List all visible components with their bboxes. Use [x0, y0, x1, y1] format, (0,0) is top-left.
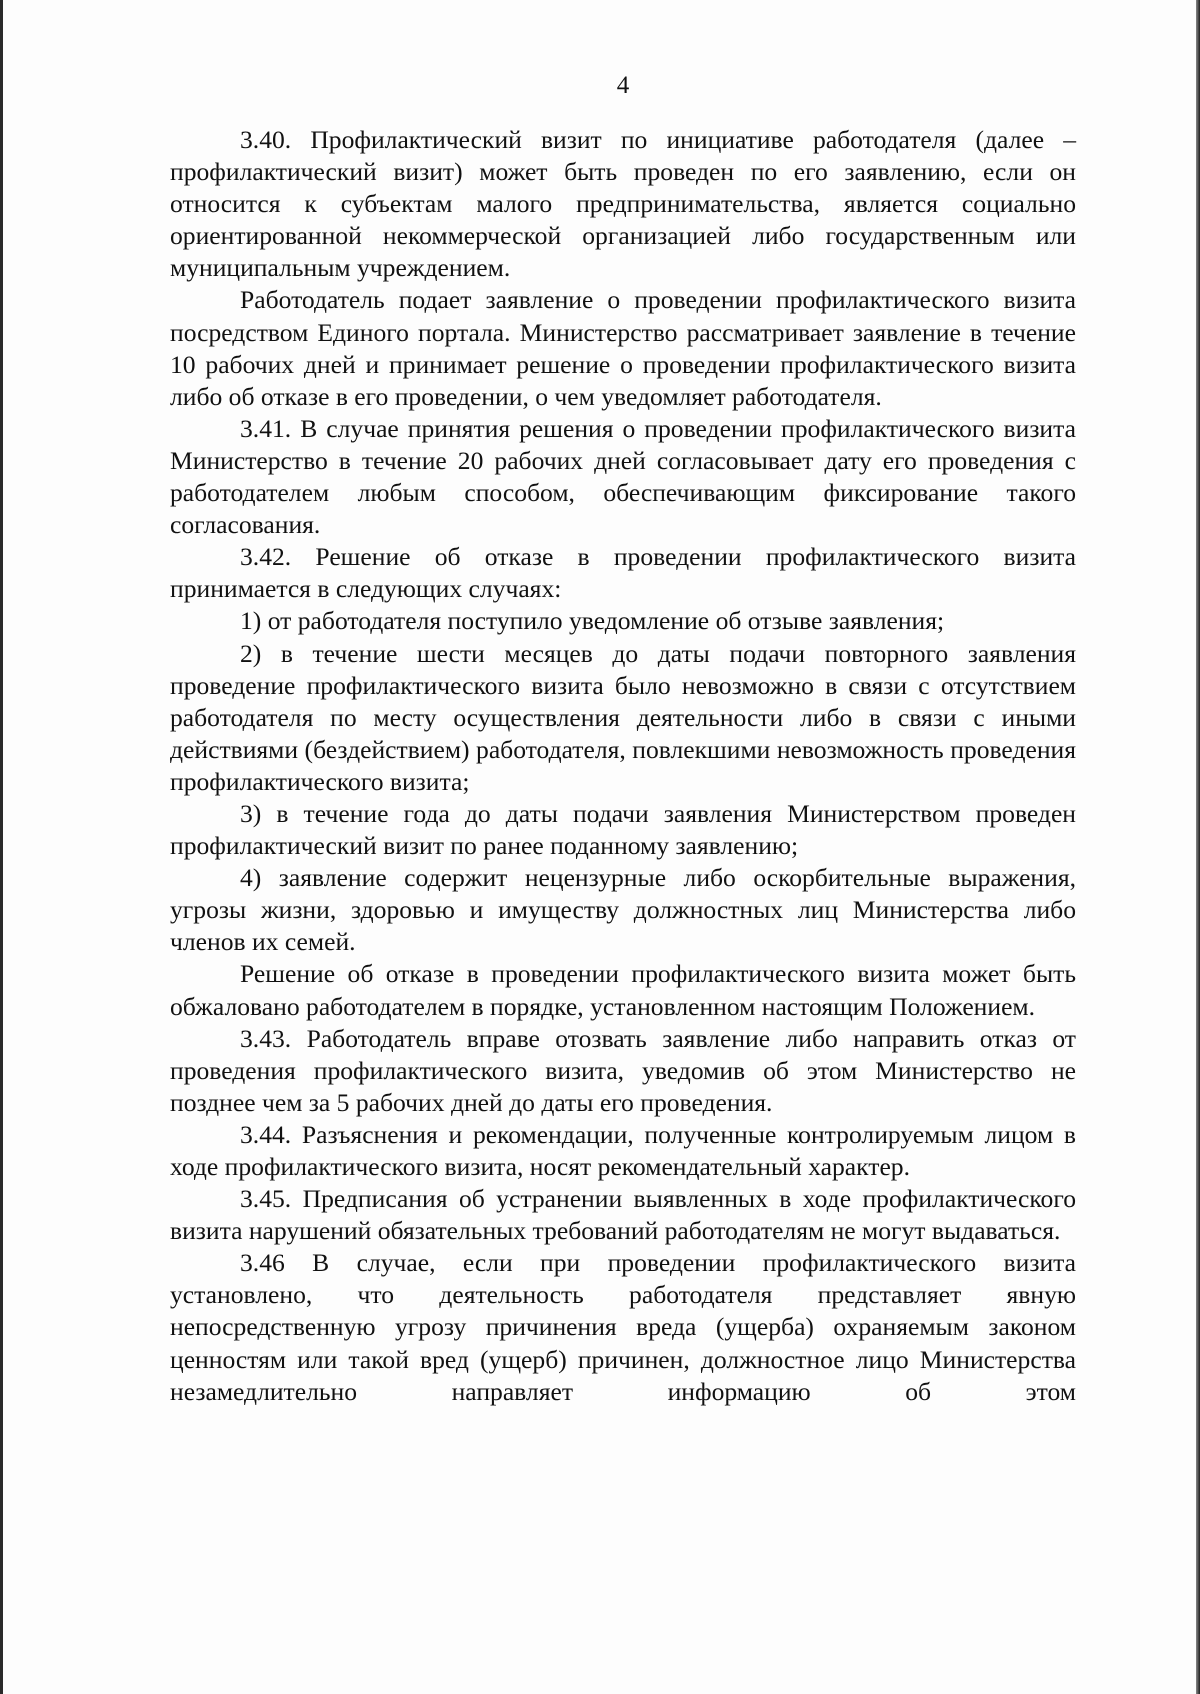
paragraph-3-41: 3.41. В случае принятия решения о проведении профилактического визита Министерство в течение 20 рабочих дней согласовывает дату его проведения с работодателем любым способом, обеспечивающим фиксирование такого согласования. — [170, 413, 1076, 540]
paragraph-3-44: 3.44. Разъяснения и рекомендации, полученные контролируемым лицом в ходе профилактического визита, носят рекомендательный характер. — [170, 1119, 1076, 1181]
scan-right-edge — [1196, 0, 1200, 1694]
paragraph-3-42: 3.42. Решение об отказе в проведении профилактического визита принимается в следующих случаях: — [170, 542, 1076, 604]
paragraph-3-45: 3.45. Предписания об устранении выявленных в ходе профилактического визита нарушений обязательных требований работодателям не могут выдаваться. — [170, 1184, 1076, 1246]
paragraph-appeal: Решение об отказе в проведении профилактического визита может быть обжаловано работодателем в порядке, установленном настоящим Положением. — [170, 959, 1076, 1021]
paragraph-3-43: 3.43. Работодатель вправе отозвать заявление либо направить отказ от проведения профилактического визита, уведомив об этом Министерство не позднее чем за 5 рабочих дней до даты его проведения. — [170, 1023, 1076, 1117]
list-item-4: 4) заявление содержит нецензурные либо оскорбительные выражения, угрозы жизни, здоровью и имуществу должностных лиц Министерства либо членов их семей. — [170, 863, 1076, 957]
page-number: 4 — [616, 72, 630, 99]
list-item-1: 1) от работодателя поступило уведомление об отзыве заявления; — [240, 606, 945, 636]
scan-left-edge — [0, 0, 3, 1694]
document-body — [170, 124, 1076, 1408]
paragraph-3-40: 3.40. Профилактический визит по инициативе работодателя (далее – профилактический визит) может быть проведен по его заявлению, если он относится к субъектам малого предпринимательства, является социально ориентированной некоммерческой организацией либо государственным или муниципальным учреждением. — [170, 125, 1076, 283]
paragraph-3-46: 3.46 В случае, если при проведении профилактического визита установлено, что деятельность работодателя представляет явную непосредственную угрозу причинения вреда (ущерба) охраняемым законом ценностям или такой вред (ущерб) причинен, должностное лицо Министерства незамедлительно направляет информацию об этом — [170, 1248, 1076, 1406]
list-item-3: 3) в течение года до даты подачи заявления Министерством проведен профилактический визит по ранее поданному заявлению; — [170, 798, 1076, 861]
paragraph-application: Работодатель подает заявление о проведении профилактического визита посредством Единого портала. Министерство рассматривает заявление в течение 10 рабочих дней и принимает решение о проведении профилактического визита либо об отказе в его проведении, о чем уведомляет работодателя. — [170, 285, 1076, 411]
list-item-2: 2) в течение шести месяцев до даты подачи повторного заявления проведение профилактического визита было невозможно в связи с отсутствием работодателя по месту осуществления деятельности либо в связи с иными действиями (бездействием) работодателя, повлекшими невозможность проведения профилактического визита; — [170, 638, 1076, 796]
